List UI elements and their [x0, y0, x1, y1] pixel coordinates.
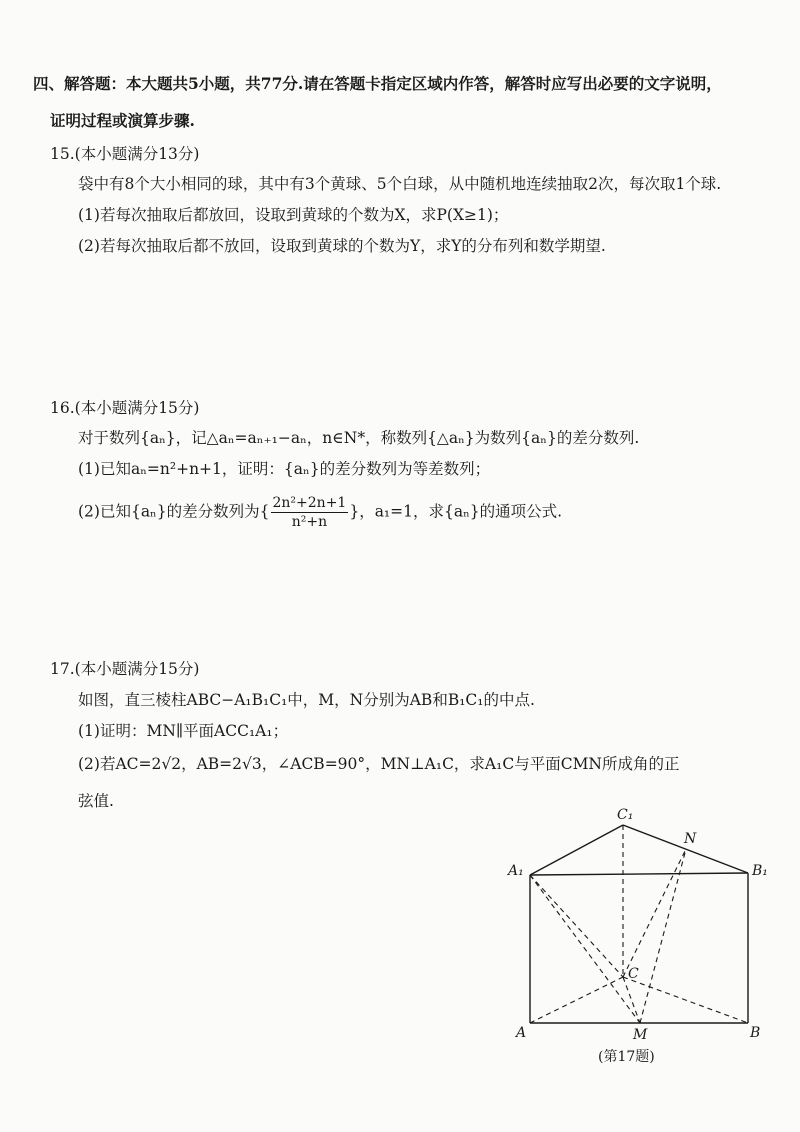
label-C: C [628, 966, 639, 982]
q16-part2-post: }，a₁=1，求{aₙ}的通项公式. [349, 502, 563, 521]
q17-stem: 如图，直三棱柱ABC−A₁B₁C₁中，M，N分别为AB和B₁C₁的中点. [78, 691, 535, 709]
label-M: M [633, 1027, 648, 1043]
q16-part1: (1)已知aₙ=n²+n+1，证明：{aₙ}的差分数列为等差数列； [78, 460, 491, 478]
q17-part2-line2: 弦值. [78, 792, 114, 810]
label-N: N [684, 831, 697, 847]
q16-part2 [78, 494, 562, 531]
segment-A1-C [530, 875, 623, 977]
segment-C-M [623, 977, 640, 1023]
q15-part2: (2)若每次抽取后都不放回，设取到黄球的个数为Y，求Y的分布列和数学期望. [78, 237, 606, 255]
label-B: B [750, 1025, 761, 1041]
q16-part2-pre: (2)已知{aₙ}的差分数列为{ [78, 502, 270, 521]
q15-stem: 袋中有8个大小相同的球，其中有3个黄球、5个白球，从中随机地连续抽取2次，每次取1个球. [78, 175, 722, 193]
q16-stem: 对于数列{aₙ}，记△aₙ=aₙ₊₁−aₙ，n∈N*，称数列{△aₙ}为数列{aₙ}的差分数列. [78, 429, 640, 447]
q17-header: 17.(本小题满分15分) [50, 660, 200, 678]
edge-A1-C1 [530, 825, 623, 875]
edge-C-B [623, 977, 748, 1023]
q16-fraction-numerator: 2n²+2n+1 [272, 495, 347, 511]
section-heading-cont: 证明过程或演算步骤. [50, 111, 195, 130]
section-heading: 四、解答题：本大题共5小题，共77分.请在答题卡指定区域内作答，解答时应写出必要的文字说明， [33, 74, 722, 93]
edge-A-C [530, 977, 623, 1023]
prism-figure [500, 805, 790, 1065]
q16-fraction-denominator: n²+n [291, 514, 328, 530]
q17-part2-line1: (2)若AC=2√2，AB=2√3，∠ACB=90°，MN⊥A₁C，求A₁C与平面CMN所成角的正 [78, 755, 680, 773]
segment-C-N [623, 849, 686, 977]
label-A: A [516, 1025, 527, 1041]
q15-part1: (1)若每次抽取后都放回，设取到黄球的个数为X，求P(X≥1)； [78, 206, 509, 224]
segment-M-N [640, 849, 686, 1023]
q16-header: 16.(本小题满分15分) [50, 399, 200, 417]
label-B1: B₁ [752, 863, 768, 879]
edge-A1-B1 [530, 873, 748, 875]
figure-caption: (第17题) [598, 1049, 655, 1065]
q17-part1: (1)证明：MN∥平面ACC₁A₁； [78, 722, 289, 740]
label-C1: C₁ [617, 807, 634, 823]
q16-fraction [271, 494, 349, 531]
label-A1: A₁ [508, 863, 524, 879]
q15-header: 15.(本小题满分13分) [50, 145, 200, 163]
